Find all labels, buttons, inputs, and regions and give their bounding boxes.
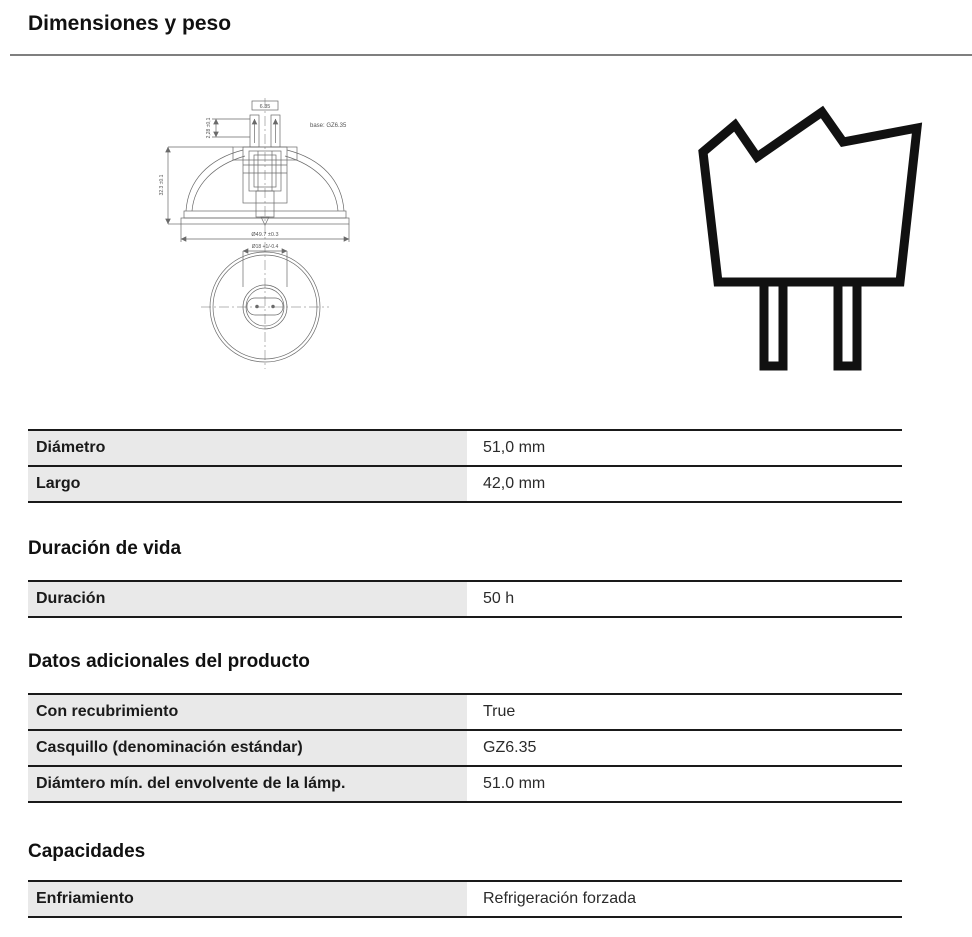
spec-label: Casquillo (denominación estándar) <box>28 731 467 765</box>
spec-value: 51,0 mm <box>483 439 546 456</box>
spec-label: Diámtero mín. del envolvente de la lámp. <box>28 767 467 801</box>
dim-label-neck-diameter: Ø18 +1/-0.4 <box>251 244 279 250</box>
spec-value: Refrigeración forzada <box>483 890 636 907</box>
technical-drawing <box>148 93 428 398</box>
table-row <box>28 882 902 918</box>
spec-label: Largo <box>28 467 467 501</box>
spec-value: 42,0 mm <box>483 475 546 492</box>
dim-label-base: base: GZ6.35 <box>310 123 347 129</box>
spec-label: Con recubrimiento <box>28 695 467 729</box>
table-row <box>28 467 902 503</box>
table-row <box>28 731 902 767</box>
dimensions-table <box>28 429 902 503</box>
dim-label-diameter: Ø49.7 ±0.3 <box>251 232 279 238</box>
lifetime-table <box>28 580 902 618</box>
halogen-lamp-pictogram <box>690 105 930 385</box>
lamp-dimension-drawing <box>148 93 428 393</box>
dim-label-pin-step: 2,28 ±0,1 <box>206 117 212 139</box>
spec-label: Enfriamiento <box>28 882 467 916</box>
section-heading-lifetime: Duración de vida <box>28 538 182 559</box>
title-divider <box>10 54 972 56</box>
spec-label: Duración <box>28 582 467 616</box>
table-row <box>28 695 902 731</box>
section-heading-additional: Datos adicionales del producto <box>28 651 310 672</box>
section-heading-capabilities: Capacidades <box>28 841 146 862</box>
dim-label-height: 32.3 ±0.1 <box>159 174 165 196</box>
spec-label: Diámetro <box>28 431 467 465</box>
page-title: Dimensiones y peso <box>28 12 232 35</box>
capabilities-table <box>28 880 902 918</box>
halogen-reflector-lamp-2pin-icon <box>690 105 930 380</box>
spec-value: GZ6.35 <box>483 739 537 756</box>
table-row <box>28 582 902 618</box>
additional-data-table <box>28 693 902 803</box>
spec-value: 50 h <box>483 590 515 607</box>
spec-value: True <box>483 703 516 720</box>
spec-value: 51.0 mm <box>483 775 546 792</box>
table-row <box>28 767 902 803</box>
dim-label-pin-spacing: 6.35 <box>259 104 271 110</box>
table-row <box>28 431 902 467</box>
